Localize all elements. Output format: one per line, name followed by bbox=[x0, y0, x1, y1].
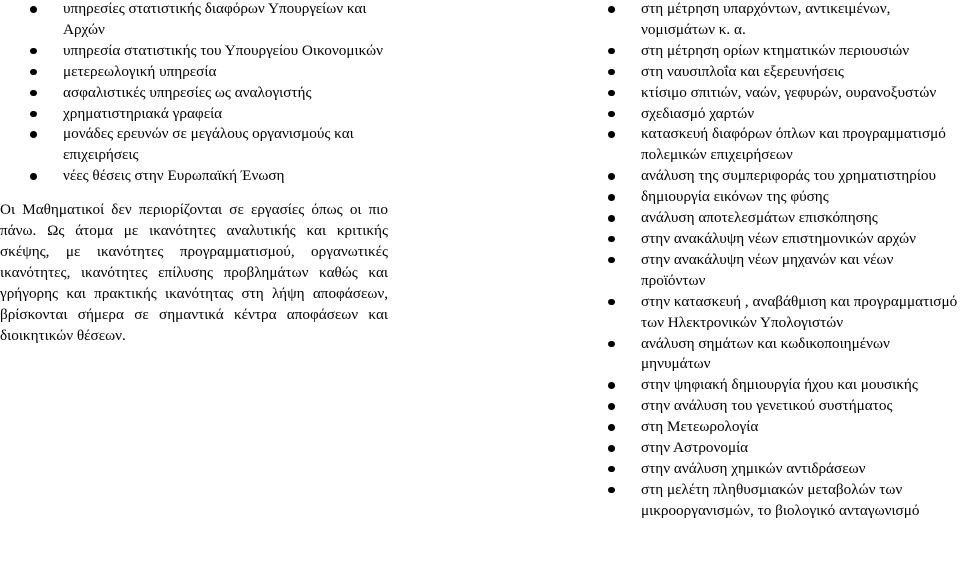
list-item bbox=[604, 104, 960, 125]
bullet-icon bbox=[608, 236, 615, 243]
list-item bbox=[604, 0, 960, 41]
list-item bbox=[604, 396, 960, 417]
bullet-icon bbox=[608, 341, 615, 348]
bullet-icon bbox=[30, 69, 37, 76]
paragraph-sentence-1: Οι Μαθηματικοί δεν περιορίζονται σε εργασίες όπως οι πιο πάνω. bbox=[0, 201, 388, 240]
bullet-icon bbox=[608, 90, 615, 97]
bullet-icon bbox=[608, 424, 615, 431]
list-item-text: ανάλυση της συμπεριφοράς του χρηματιστηρίου bbox=[641, 167, 937, 185]
list-item-text: στην ανακάλυψη νέων μηχανών και νέων προϊόντων bbox=[641, 250, 894, 289]
list-item bbox=[604, 417, 960, 438]
bullet-icon bbox=[30, 6, 37, 13]
bullet-icon bbox=[608, 173, 615, 180]
bullet-icon bbox=[30, 173, 37, 180]
list-item bbox=[0, 41, 394, 62]
list-item-text: κατασκευή διαφόρων όπλων και προγραμματισμό πολεμικών επιχειρήσεων bbox=[641, 125, 946, 164]
list-item-text: σχεδιασμό χαρτών bbox=[641, 104, 755, 122]
bullet-icon bbox=[608, 403, 615, 410]
list-item-text: νέες θέσεις στην Ευρωπαϊκή Ένωση bbox=[63, 167, 285, 185]
list-item bbox=[604, 459, 960, 480]
list-item-text: ανάλυση σημάτων και κωδικοποιημένων μηνυμάτων bbox=[641, 334, 890, 373]
list-item bbox=[0, 104, 394, 125]
bullet-icon bbox=[608, 257, 615, 264]
list-item bbox=[0, 166, 394, 187]
bullet-icon bbox=[608, 215, 615, 222]
list-item-text: στην Αστρονομία bbox=[641, 439, 749, 457]
list-item-text: στη Μετεωρολογία bbox=[641, 418, 759, 436]
list-item bbox=[604, 187, 960, 208]
list-item-text: στη μέτρηση υπαρχόντων, αντικειμένων, νομισμάτων κ. α. bbox=[641, 0, 891, 38]
right-column bbox=[604, 0, 960, 522]
bullet-icon bbox=[30, 48, 37, 55]
list-item bbox=[604, 124, 960, 166]
list-item-text: μονάδες ερευνών σε μεγάλους οργανισμούς και επιχειρήσεις bbox=[63, 125, 354, 164]
left-column bbox=[0, 0, 394, 347]
list-item-text: υπηρεσίες στατιστικής διαφόρων Υπουργείων και Αρχών bbox=[63, 0, 367, 38]
list-item-text: ανάλυση αποτελεσμάτων επισκόπησης bbox=[641, 209, 878, 227]
list-item bbox=[604, 41, 960, 62]
bullet-icon bbox=[608, 69, 615, 76]
list-item-text: στην κατασκευή , αναβάθμιση και προγραμματισμό των Ηλεκτρονικών Υπολογιστών bbox=[641, 292, 958, 331]
list-item bbox=[604, 166, 960, 187]
list-item bbox=[604, 438, 960, 459]
bullet-icon bbox=[30, 90, 37, 97]
list-item bbox=[604, 83, 960, 104]
list-item bbox=[0, 124, 394, 166]
list-item bbox=[604, 208, 960, 229]
list-item bbox=[604, 480, 960, 522]
list-item-text: υπηρεσία στατιστικής του Υπουργείου Οικονομικών bbox=[63, 41, 383, 59]
list-item-text: κτίσιμο σπιτιών, ναών, γεφυρών, ουρανοξυστών bbox=[641, 83, 937, 101]
list-item-text: δημιουργία εικόνων της φύσης bbox=[641, 188, 829, 206]
bullet-icon bbox=[608, 487, 615, 494]
list-item-text: στην ανακάλυψη νέων επιστημονικών αρχών bbox=[641, 229, 916, 247]
list-item-text: στην ανάλυση χημικών αντιδράσεων bbox=[641, 459, 866, 477]
list-item-text: χρηματιστηριακά γραφεία bbox=[63, 104, 223, 122]
bullet-icon bbox=[608, 194, 615, 201]
bullet-icon bbox=[608, 6, 615, 13]
right-bullet-list bbox=[604, 0, 960, 522]
list-item bbox=[604, 292, 960, 334]
list-item-text: ασφαλιστικές υπηρεσίες ως αναλογιστής bbox=[63, 83, 312, 101]
bullet-icon bbox=[30, 131, 37, 138]
bullet-icon bbox=[30, 111, 37, 118]
list-item-text: στη μέτρηση ορίων κτηματικών περιουσιών bbox=[641, 41, 910, 59]
list-item bbox=[604, 250, 960, 292]
bullet-icon bbox=[608, 299, 615, 306]
list-item-text: στη μελέτη πληθυσμιακών μεταβολών των μικροοργανισμών, το βιολογικό ανταγωνισμό bbox=[641, 480, 920, 519]
body-paragraph bbox=[0, 200, 388, 346]
paragraph-sentence-2: Ως άτομα με ικανότητες αναλυτικής και κριτικής σκέψης, με ικανότητες προγραμματισμού, οργανωτικές ικανότητες, ικανότητες επίλυσης προβλημάτων καθώς και γρήγορης και πρακτικής ικανότητας στη λήψη αποφάσεων, βρίσκονται σήμερα σε σημαντικά κέντρα αποφάσεων και διοικητικών θέσεων. bbox=[0, 222, 388, 344]
bullet-icon bbox=[608, 131, 615, 138]
list-item bbox=[604, 229, 960, 250]
bullet-icon bbox=[608, 382, 615, 389]
list-item bbox=[604, 62, 960, 83]
list-item bbox=[0, 83, 394, 104]
list-item-text: στην ανάλυση του γενετικού συστήματος bbox=[641, 397, 893, 415]
bullet-icon bbox=[608, 466, 615, 473]
list-item-text: μετερεωλογική υπηρεσία bbox=[63, 62, 217, 80]
list-item bbox=[0, 0, 394, 41]
bullet-icon bbox=[608, 111, 615, 118]
list-item bbox=[0, 62, 394, 83]
list-item-text: στην ψηφιακή δημιουργία ήχου και μουσικής bbox=[641, 376, 918, 394]
bullet-icon bbox=[608, 445, 615, 452]
list-item bbox=[604, 334, 960, 376]
list-item bbox=[604, 375, 960, 396]
bullet-icon bbox=[608, 48, 615, 55]
list-item-text: στη ναυσιπλοΐα και εξερευνήσεις bbox=[641, 62, 844, 80]
left-bullet-list bbox=[0, 0, 394, 187]
